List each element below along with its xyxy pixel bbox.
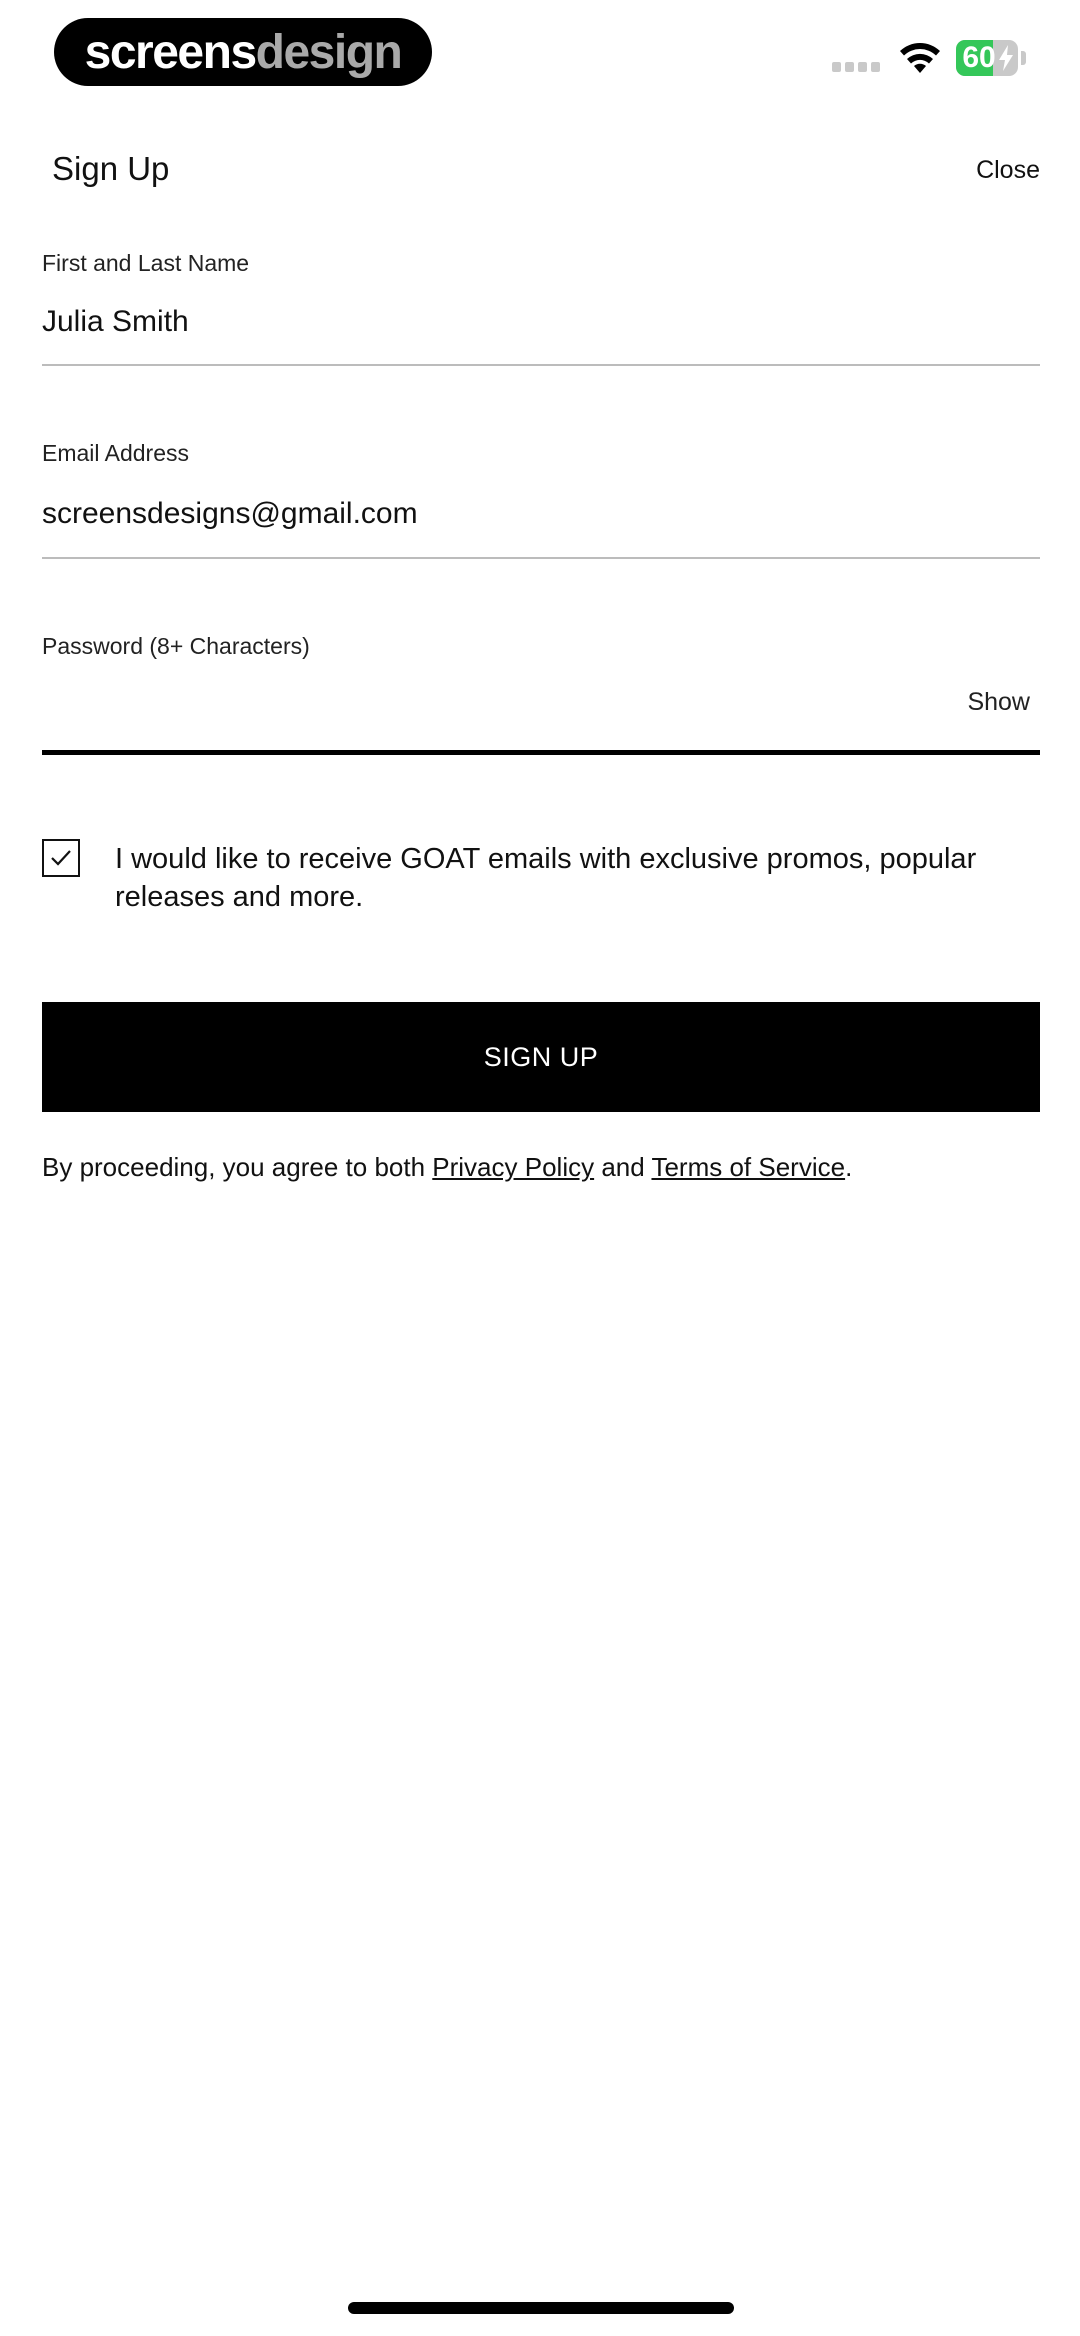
show-password-toggle[interactable]: Show	[967, 688, 1030, 716]
screensdesign-logo	[54, 18, 432, 86]
charging-bolt-icon	[998, 45, 1014, 71]
password-field-label: Password (8+ Characters)	[42, 633, 310, 659]
name-field-label: First and Last Name	[42, 250, 250, 276]
legal-middle: and	[594, 1152, 652, 1182]
name-field[interactable]	[42, 292, 1040, 352]
page-title: Sign Up	[52, 150, 170, 187]
battery-icon	[956, 40, 1018, 76]
home-indicator[interactable]	[348, 2302, 734, 2314]
privacy-policy-link[interactable]: Privacy Policy	[432, 1152, 595, 1182]
email-field-underline	[42, 557, 1040, 559]
wifi-icon	[898, 40, 942, 74]
password-field-underline	[42, 750, 1040, 755]
legal-prefix: By proceeding, you agree to both	[42, 1152, 433, 1182]
close-button[interactable]: Close	[976, 156, 1040, 184]
legal-notice	[42, 1152, 1042, 1183]
sign-up-button[interactable]: SIGN UP	[42, 1002, 1040, 1112]
email-field-label: Email Address	[42, 440, 190, 466]
checkmark-icon	[50, 849, 72, 867]
legal-suffix: .	[845, 1152, 853, 1182]
email-field[interactable]	[42, 484, 1040, 544]
battery-cap	[1021, 51, 1026, 65]
email-consent-label: I would like to receive GOAT emails with exclusive promos, popular releases and more.	[115, 843, 977, 913]
cellular-signal-icon	[832, 62, 882, 72]
email-consent-checkbox[interactable]	[42, 839, 80, 877]
logo-text-design: design	[255, 25, 402, 79]
terms-of-service-link[interactable]: Terms of Service	[651, 1152, 846, 1182]
battery-percent: 60	[962, 41, 996, 74]
name-field-underline	[42, 364, 1040, 366]
logo-text-screens: screens	[84, 25, 256, 79]
password-field[interactable]	[42, 676, 922, 736]
